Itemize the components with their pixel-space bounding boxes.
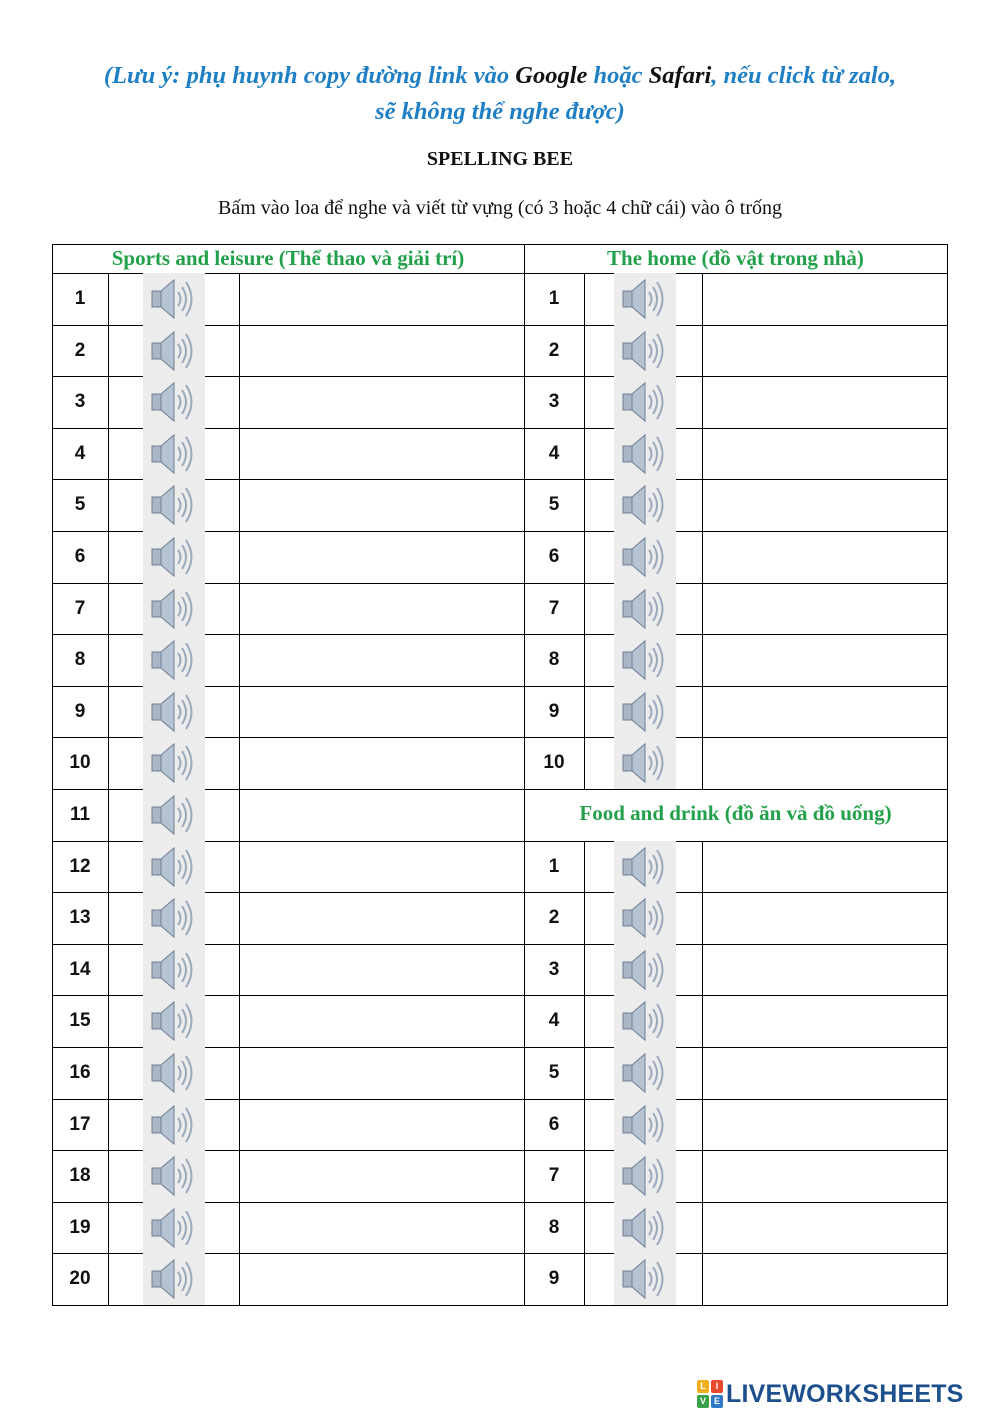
sports-item-number: 8 — [74, 649, 86, 671]
speaker-graphic — [145, 790, 203, 840]
speaker-icon[interactable] — [614, 1253, 676, 1305]
sports-answer-box[interactable] — [241, 996, 523, 1046]
table-border-left — [52, 244, 53, 1305]
speaker-icon[interactable] — [143, 273, 205, 325]
sports-answer-box[interactable] — [241, 945, 523, 995]
speaker-graphic — [616, 1048, 674, 1098]
speaker-icon[interactable] — [143, 479, 205, 531]
sports-header: Sports and leisure (Thể thao và giải trí) — [111, 246, 465, 270]
speaker-graphic — [145, 996, 203, 1046]
food-answer-box[interactable] — [704, 1048, 946, 1098]
speaker-icon[interactable] — [143, 428, 205, 480]
home-answer-box[interactable] — [704, 274, 946, 324]
sports-answer-box[interactable] — [241, 1203, 523, 1253]
speaker-graphic — [145, 1100, 203, 1150]
speaker-graphic — [145, 738, 203, 788]
speaker-graphic — [145, 326, 203, 376]
home-answer-box[interactable] — [704, 635, 946, 685]
speaker-graphic — [616, 1100, 674, 1150]
speaker-graphic — [145, 1048, 203, 1098]
speaker-graphic — [145, 377, 203, 427]
speaker-graphic — [145, 480, 203, 530]
sports-answer-box[interactable] — [241, 1151, 523, 1201]
right-num-col-line — [584, 841, 585, 1305]
food-item-number: 3 — [548, 958, 560, 980]
sports-item-number: 11 — [69, 804, 91, 825]
sports-answer-box[interactable] — [241, 842, 523, 892]
speaker-icon[interactable] — [143, 1150, 205, 1202]
speaker-icon[interactable] — [143, 686, 205, 738]
speaker-graphic — [616, 635, 674, 685]
speaker-icon[interactable] — [143, 1099, 205, 1151]
food-item-number: 2 — [548, 907, 560, 929]
speaker-icon[interactable] — [614, 892, 676, 944]
home-item-number: 1 — [548, 288, 560, 309]
speaker-icon[interactable] — [614, 1202, 676, 1254]
speaker-icon[interactable] — [143, 841, 205, 893]
speaker-graphic — [616, 532, 674, 582]
speaker-icon[interactable] — [614, 428, 676, 480]
speaker-graphic — [616, 1151, 674, 1201]
logo-block: E — [711, 1395, 723, 1408]
speaker-graphic — [145, 635, 203, 685]
speaker-graphic — [616, 326, 674, 376]
sports-answer-box[interactable] — [241, 532, 523, 582]
sports-item-number: 5 — [74, 494, 86, 516]
speaker-icon[interactable] — [143, 1202, 205, 1254]
food-item-number: 1 — [548, 855, 560, 877]
logo-text: LIVEWORKSHEETS — [726, 1379, 964, 1408]
instruction-text: Bấm vào loa để nghe và viết từ vựng (có 3 hoặc 4 chữ cái) vào ô trống — [217, 197, 782, 219]
speaker-graphic — [145, 687, 203, 737]
speaker-graphic — [145, 584, 203, 634]
home-answer-box[interactable] — [704, 377, 946, 427]
speaker-icon[interactable] — [143, 325, 205, 377]
speaker-icon[interactable] — [143, 583, 205, 635]
sports-item-number: 9 — [74, 700, 86, 722]
sports-item-number: 3 — [74, 391, 86, 413]
parent-note — [40, 58, 960, 130]
right-num-col-line — [584, 273, 585, 789]
speaker-graphic — [145, 429, 203, 479]
sports-item-number: 4 — [74, 442, 86, 464]
speaker-graphic — [616, 584, 674, 634]
sports-answer-box[interactable] — [241, 687, 523, 737]
sports-answer-box[interactable] — [241, 274, 523, 324]
sports-answer-box[interactable] — [241, 893, 523, 943]
food-item-number: 4 — [548, 1010, 560, 1032]
speaker-icon[interactable] — [143, 1253, 205, 1305]
home-item-number: 10 — [543, 752, 565, 774]
sports-item-number: 10 — [69, 752, 91, 774]
speaker-icon[interactable] — [614, 479, 676, 531]
speaker-graphic — [145, 532, 203, 582]
sports-item-number: 20 — [69, 1268, 91, 1290]
speaker-icon[interactable] — [614, 944, 676, 996]
food-answer-box[interactable] — [704, 996, 946, 1046]
sports-answer-box[interactable] — [241, 1254, 523, 1304]
speaker-icon[interactable] — [614, 273, 676, 325]
home-item-number: 6 — [548, 546, 560, 567]
home-item-number: 3 — [548, 391, 560, 413]
home-answer-box[interactable] — [704, 687, 946, 737]
note-line2: sẽ không thể nghe được) — [375, 98, 625, 125]
speaker-icon[interactable] — [614, 1099, 676, 1151]
home-answer-box[interactable] — [704, 532, 946, 582]
food-header: Food and drink (đồ ăn và đồ uống) — [579, 801, 892, 825]
speaker-icon[interactable] — [614, 325, 676, 377]
speaker-icon[interactable] — [143, 995, 205, 1047]
speaker-graphic — [616, 996, 674, 1046]
home-item-number: 4 — [548, 442, 560, 464]
speaker-icon[interactable] — [614, 583, 676, 635]
speaker-icon[interactable] — [143, 737, 205, 789]
food-answer-box[interactable] — [704, 1100, 946, 1150]
speaker-icon[interactable] — [143, 531, 205, 583]
speaker-icon[interactable] — [614, 841, 676, 893]
sports-item-number: 12 — [69, 855, 91, 877]
speaker-graphic — [616, 738, 674, 788]
sports-answer-box[interactable] — [241, 326, 523, 376]
speaker-graphic — [616, 687, 674, 737]
note-google: Google — [515, 62, 588, 89]
food-answer-box[interactable] — [704, 1203, 946, 1253]
speaker-icon[interactable] — [143, 892, 205, 944]
sports-item-number: 13 — [69, 907, 91, 929]
speaker-graphic — [145, 893, 203, 943]
speaker-graphic — [145, 1203, 203, 1253]
sports-answer-box[interactable] — [241, 738, 523, 788]
speaker-graphic — [616, 377, 674, 427]
page-title: SPELLING BEE — [426, 148, 574, 170]
food-item-number: 6 — [548, 1113, 560, 1135]
row-line-right — [524, 789, 947, 790]
table-divider-middle — [524, 244, 525, 1305]
food-answer-box[interactable] — [704, 945, 946, 995]
sports-item-number: 16 — [69, 1062, 91, 1083]
home-header: The home (đồ vật trong nhà) — [607, 246, 864, 270]
speaker-graphic — [616, 893, 674, 943]
speaker-icon[interactable] — [143, 789, 205, 841]
speaker-icon[interactable] — [143, 1047, 205, 1099]
logo-block: L — [697, 1380, 709, 1393]
food-item-number: 9 — [548, 1268, 560, 1290]
food-answer-box[interactable] — [704, 893, 946, 943]
speaker-icon[interactable] — [614, 995, 676, 1047]
home-item-number: 5 — [548, 494, 560, 516]
speaker-graphic — [616, 842, 674, 892]
home-answer-box[interactable] — [704, 326, 946, 376]
note-part3: , nếu click từ zalo, — [711, 62, 897, 89]
sports-item-number: 18 — [69, 1165, 91, 1187]
food-item-number: 7 — [548, 1165, 560, 1187]
sports-item-number: 6 — [74, 546, 86, 567]
sports-answer-box[interactable] — [241, 1048, 523, 1098]
table-border-right — [947, 244, 948, 1305]
home-answer-box[interactable] — [704, 584, 946, 634]
speaker-icon[interactable] — [614, 1047, 676, 1099]
food-answer-box[interactable] — [704, 1151, 946, 1201]
speaker-graphic — [616, 1254, 674, 1304]
table-border-top — [52, 244, 948, 245]
speaker-icon[interactable] — [614, 634, 676, 686]
sports-answer-box[interactable] — [241, 377, 523, 427]
sports-answer-box[interactable] — [241, 480, 523, 530]
speaker-graphic — [145, 842, 203, 892]
sports-answer-box[interactable] — [241, 635, 523, 685]
right-speaker-col-line — [702, 841, 703, 1305]
left-num-col-line — [108, 273, 109, 1305]
speaker-graphic — [145, 945, 203, 995]
sports-answer-box[interactable] — [241, 429, 523, 479]
speaker-graphic — [616, 945, 674, 995]
speaker-icon[interactable] — [143, 944, 205, 996]
speaker-graphic — [616, 429, 674, 479]
food-item-number: 8 — [548, 1216, 560, 1238]
speaker-icon[interactable] — [614, 376, 676, 428]
logo-block: V — [697, 1395, 709, 1408]
left-speaker-col-line — [239, 273, 240, 1305]
sports-item-number: 14 — [69, 958, 91, 980]
sports-item-number: 17 — [69, 1113, 91, 1135]
speaker-icon[interactable] — [143, 376, 205, 428]
home-answer-box[interactable] — [704, 480, 946, 530]
note-safari: Safari — [648, 62, 712, 89]
home-item-number: 9 — [548, 700, 560, 722]
note-part2: hoặc — [587, 62, 649, 89]
speaker-graphic — [145, 1151, 203, 1201]
home-item-number: 2 — [548, 339, 560, 361]
food-answer-box[interactable] — [704, 842, 946, 892]
speaker-graphic — [145, 1254, 203, 1304]
food-answer-box[interactable] — [704, 1254, 946, 1304]
right-speaker-col-line — [702, 273, 703, 789]
speaker-graphic — [616, 1203, 674, 1253]
sports-item-number: 7 — [74, 597, 86, 619]
sports-item-number: 2 — [74, 339, 86, 361]
home-item-number: 7 — [548, 597, 560, 619]
home-answer-box[interactable] — [704, 429, 946, 479]
sports-item-number: 15 — [69, 1010, 91, 1032]
speaker-icon[interactable] — [614, 686, 676, 738]
speaker-icon[interactable] — [143, 634, 205, 686]
sports-answer-box[interactable] — [241, 1100, 523, 1150]
home-answer-box[interactable] — [704, 738, 946, 788]
speaker-graphic — [616, 274, 674, 324]
sports-item-number: 19 — [69, 1216, 91, 1238]
speaker-icon[interactable] — [614, 1150, 676, 1202]
speaker-icon[interactable] — [614, 737, 676, 789]
liveworksheets-logo — [697, 1379, 964, 1409]
food-item-number: 5 — [548, 1062, 560, 1083]
logo-block: I — [711, 1380, 723, 1393]
logo-blocks — [697, 1380, 723, 1408]
home-item-number: 8 — [548, 649, 560, 671]
speaker-icon[interactable] — [614, 531, 676, 583]
sports-answer-box[interactable] — [241, 584, 523, 634]
sports-item-number: 1 — [74, 288, 86, 309]
note-part1: (Lưu ý: phụ huynh copy đường link vào — [103, 62, 516, 89]
sports-answer-box[interactable] — [241, 790, 523, 840]
speaker-graphic — [145, 274, 203, 324]
speaker-graphic — [616, 480, 674, 530]
